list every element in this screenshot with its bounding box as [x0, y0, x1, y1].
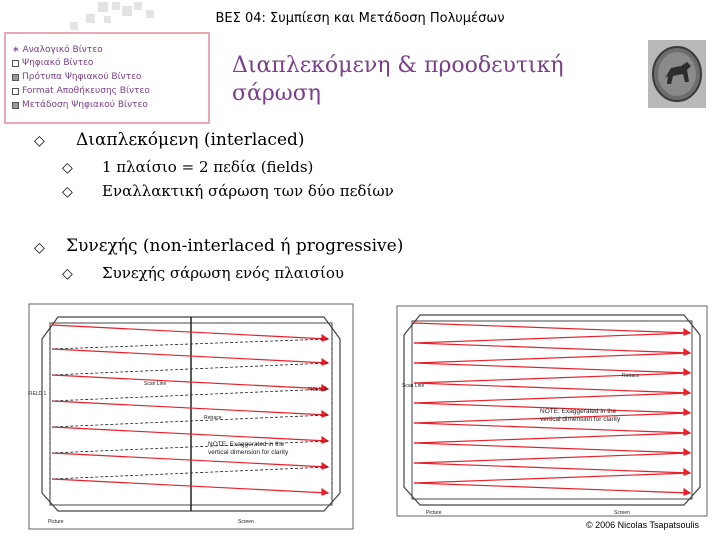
slide-title-line: σάρωση: [232, 81, 321, 106]
diamond-bullet-icon: ◇: [62, 266, 73, 282]
note-line: NOTE: Exaggerated in the: [540, 408, 617, 415]
note-line: vertical dimension for clarity: [540, 416, 621, 423]
toc-item-label: Πρότυπα Ψηφιακού Βίντεο: [22, 72, 142, 82]
header-title: ΒΕΣ 04: Συμπίεση και Μετάδοση Πολυμέσων: [215, 11, 505, 26]
toc-item-label: Μετάδοση Ψηφιακού Βίντεο: [22, 100, 148, 110]
toc-item[interactable]: [12, 100, 148, 110]
slide-title: [232, 52, 564, 108]
empty-checkbox-icon: [12, 60, 19, 67]
note-line: vertical dimension for clarity: [208, 449, 289, 456]
sub-bullet-text: 1 πλαίσιο = 2 πεδία (fields): [102, 158, 314, 176]
diamond-bullet-icon: ◇: [34, 240, 45, 256]
progressive-scan-diagram: [396, 305, 708, 517]
scan-line-label: Scan Line: [144, 381, 167, 387]
toc-item[interactable]: [12, 45, 103, 55]
slide-title-line: Διαπλεκόμενη & προοδευτική: [232, 53, 564, 78]
bullet-text: Διαπλεκόμενη (interlaced): [76, 130, 305, 150]
sub-bullet-text: Συνεχής σάρωση ενός πλαισίου: [102, 264, 345, 282]
diamond-bullet-icon: ◇: [62, 184, 73, 200]
diamond-bullet-icon: ◇: [62, 160, 73, 176]
star-bullet-icon: ∗: [12, 45, 20, 55]
empty-checkbox-icon: [12, 88, 19, 95]
retrace-label: Retrace: [622, 373, 640, 379]
retrace-label: Retrace: [204, 415, 222, 421]
coin-logo-icon: [651, 44, 703, 104]
toc-item[interactable]: [12, 72, 141, 82]
toc-item-label: Ψηφιακό Βίντεο: [22, 58, 94, 68]
decor-square: [134, 2, 142, 10]
note-line: NOTE: Exaggerated in the: [208, 441, 285, 448]
diamond-bullet-icon: ◇: [34, 133, 45, 149]
screen-label: Screen: [614, 510, 630, 516]
filled-checkbox-icon: [12, 74, 19, 81]
sub-bullet-text: Εναλλακτική σάρωση των δύο πεδίων: [102, 182, 394, 200]
interlaced-scan-diagram: [28, 303, 354, 530]
toc-box: [4, 32, 210, 124]
filled-checkbox-icon: [12, 102, 19, 109]
field2-label: FIELD 2: [308, 387, 327, 393]
screen-label: Screen: [238, 519, 254, 525]
toc-item-label: Αναλογικό Βίντεο: [22, 45, 103, 55]
toc-item-label: Format Αποθήκευσης Βίντεο: [22, 86, 150, 96]
field1-label: FIELD 1: [28, 391, 47, 397]
toc-item[interactable]: [12, 58, 93, 68]
scan-line-label: Scan Line: [402, 383, 425, 389]
toc-item[interactable]: [12, 86, 150, 96]
bullet-text: Συνεχής (non-interlaced ή progressive): [66, 236, 404, 256]
coin-logo: [648, 40, 706, 108]
picture-label: Picture: [426, 510, 442, 516]
picture-label: Picture: [48, 519, 64, 525]
decor-square: [112, 2, 120, 10]
copyright-text: © 2006 Nicolas Tsapatsoulis: [586, 520, 700, 530]
